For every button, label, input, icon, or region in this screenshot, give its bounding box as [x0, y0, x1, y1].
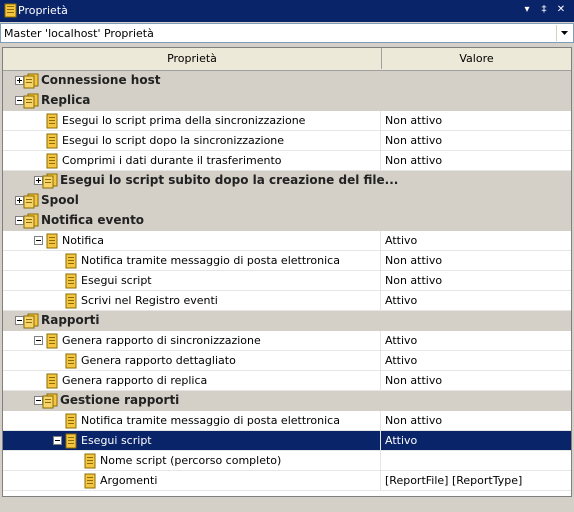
category-row[interactable] — [3, 391, 571, 411]
property-label: Notifica evento — [41, 213, 145, 227]
property-name-cell[interactable] — [3, 271, 381, 290]
property-icon — [63, 273, 79, 289]
property-row[interactable] — [3, 471, 571, 491]
property-icon — [63, 293, 79, 309]
category-icon — [42, 173, 58, 189]
property-icon — [44, 113, 60, 129]
property-value[interactable]: Non attivo — [385, 414, 443, 427]
property-row[interactable] — [3, 131, 571, 151]
property-name-cell[interactable] — [3, 91, 380, 110]
category-row[interactable] — [3, 311, 571, 331]
property-value[interactable]: Attivo — [385, 234, 418, 247]
property-label: Genera rapporto dettagliato — [81, 354, 236, 367]
property-name-cell[interactable] — [3, 211, 380, 230]
collapse-icon[interactable] — [53, 436, 62, 445]
object-selector-combo[interactable] — [0, 23, 574, 43]
category-row[interactable] — [3, 171, 571, 191]
collapse-icon[interactable] — [34, 236, 43, 245]
category-row[interactable] — [3, 211, 571, 231]
property-icon — [63, 413, 79, 429]
property-value[interactable]: [ReportFile] [ReportType] — [385, 474, 523, 487]
chevron-down-icon — [557, 25, 572, 41]
category-icon — [23, 93, 39, 109]
property-value[interactable]: Non attivo — [385, 374, 443, 387]
property-label: Gestione rapporti — [60, 393, 180, 407]
property-name-cell[interactable] — [3, 291, 381, 310]
property-icon — [63, 433, 79, 449]
category-row[interactable] — [3, 191, 571, 211]
property-name-cell[interactable] — [3, 111, 381, 130]
property-value[interactable]: Non attivo — [385, 134, 443, 147]
property-rows — [3, 71, 571, 491]
property-label: Esegui lo script subito dopo la creazione del file... — [60, 173, 399, 187]
property-label: Nome script (percorso completo) — [100, 454, 282, 467]
property-row[interactable] — [3, 371, 571, 391]
property-label: Scrivi nel Registro eventi — [81, 294, 218, 307]
property-row[interactable] — [3, 231, 571, 251]
property-value[interactable]: Attivo — [385, 334, 418, 347]
properties-icon — [3, 3, 19, 19]
property-row[interactable] — [3, 411, 571, 431]
property-row[interactable] — [3, 351, 571, 371]
property-row[interactable] — [3, 431, 571, 451]
property-value[interactable]: Attivo — [385, 434, 418, 447]
close-icon[interactable]: ✕ — [556, 4, 566, 15]
property-row[interactable] — [3, 451, 571, 471]
property-name-cell[interactable] — [3, 311, 380, 330]
property-label: Replica — [41, 93, 91, 107]
property-label: Notifica — [62, 234, 105, 247]
property-name-cell[interactable] — [3, 231, 381, 250]
property-label: Genera rapporto di sincronizzazione — [62, 334, 261, 347]
property-name-cell[interactable] — [3, 131, 381, 150]
property-icon — [44, 373, 60, 389]
property-name-cell[interactable] — [3, 331, 381, 350]
property-label: Connessione host — [41, 73, 161, 87]
category-row[interactable] — [3, 91, 571, 111]
column-header-property[interactable]: Proprietà — [3, 48, 382, 69]
property-name-cell[interactable] — [3, 171, 399, 190]
property-icon — [82, 453, 98, 469]
window-title: Proprietà — [18, 4, 68, 17]
property-label: Rapporti — [41, 313, 100, 327]
property-name-cell[interactable] — [3, 251, 381, 270]
property-label: Esegui script — [81, 274, 152, 287]
category-row[interactable] — [3, 71, 571, 91]
combo-arrow-button[interactable] — [556, 25, 572, 41]
property-row[interactable] — [3, 271, 571, 291]
property-icon — [82, 473, 98, 489]
property-row[interactable] — [3, 251, 571, 271]
property-name-cell[interactable] — [3, 471, 381, 490]
title-bar — [0, 0, 574, 22]
property-icon — [63, 353, 79, 369]
property-row[interactable] — [3, 331, 571, 351]
category-icon — [23, 193, 39, 209]
property-name-cell[interactable] — [3, 371, 381, 390]
property-icon — [44, 133, 60, 149]
collapse-icon[interactable] — [34, 336, 43, 345]
property-label: Esegui lo script prima della sincronizzazione — [62, 114, 306, 127]
property-name-cell[interactable] — [3, 151, 381, 170]
property-label: Argomenti — [100, 474, 158, 487]
property-value[interactable]: Attivo — [385, 354, 418, 367]
property-value[interactable]: Attivo — [385, 294, 418, 307]
property-row[interactable] — [3, 111, 571, 131]
property-row[interactable] — [3, 151, 571, 171]
property-label: Notifica tramite messaggio di posta elettronica — [81, 414, 340, 427]
property-grid[interactable] — [2, 47, 572, 497]
property-name-cell[interactable] — [3, 391, 380, 410]
category-icon — [23, 313, 39, 329]
property-icon — [44, 233, 60, 249]
category-icon — [23, 73, 39, 89]
property-label: Comprimi i dati durante il trasferimento — [62, 154, 282, 167]
property-name-cell[interactable] — [3, 431, 381, 450]
property-value[interactable]: Non attivo — [385, 254, 443, 267]
category-icon — [23, 213, 39, 229]
category-icon — [42, 393, 58, 409]
property-icon — [63, 253, 79, 269]
property-value[interactable]: Non attivo — [385, 154, 443, 167]
dropdown-arrow-icon[interactable]: ▾ — [524, 4, 530, 15]
property-icon — [44, 153, 60, 169]
property-label: Genera rapporto di replica — [62, 374, 208, 387]
property-name-cell[interactable] — [3, 191, 380, 210]
property-name-cell[interactable] — [3, 351, 381, 370]
property-name-cell[interactable] — [3, 451, 381, 470]
property-label: Spool — [41, 193, 79, 207]
property-name-cell[interactable] — [3, 411, 381, 430]
property-name-cell[interactable] — [3, 71, 380, 90]
pin-icon[interactable]: ‡ — [541, 4, 547, 15]
combo-value: Master 'localhost' Proprietà — [4, 27, 154, 40]
property-value[interactable]: Non attivo — [385, 114, 443, 127]
property-row[interactable] — [3, 291, 571, 311]
property-label: Esegui lo script dopo la sincronizzazione — [62, 134, 285, 147]
property-label: Esegui script — [81, 434, 152, 447]
property-value[interactable]: Non attivo — [385, 274, 443, 287]
grid-header — [3, 48, 571, 71]
property-icon — [44, 333, 60, 349]
column-header-value[interactable]: Valore — [459, 52, 494, 65]
property-label: Notifica tramite messaggio di posta elettronica — [81, 254, 340, 267]
